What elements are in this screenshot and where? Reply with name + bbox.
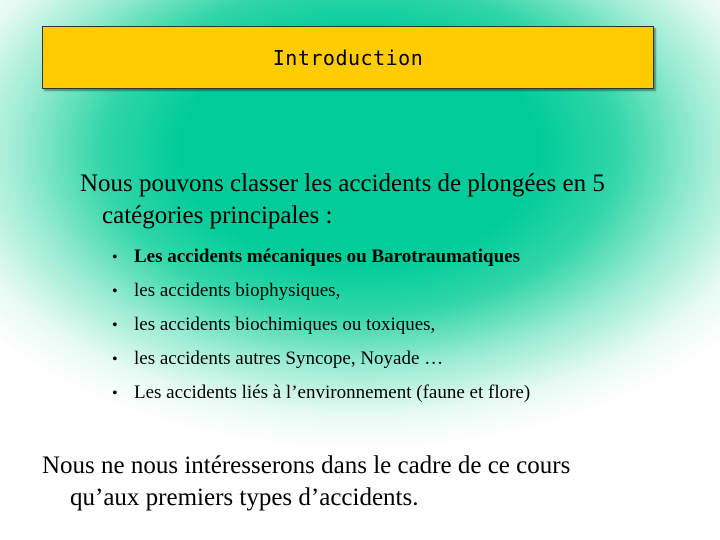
list-item — [112, 376, 530, 410]
list-item-text: les accidents autres Syncope, Noyade … — [134, 348, 444, 369]
category-list — [112, 240, 530, 410]
list-item — [112, 240, 530, 274]
bullet-icon: • — [112, 317, 118, 334]
list-item-text: les accidents biochimiques ou toxiques, — [134, 314, 436, 335]
bullet-icon: • — [112, 283, 118, 300]
list-item — [112, 308, 530, 342]
list-item-text: les accidents biophysiques, — [134, 280, 341, 301]
list-item-text: Les accidents mécaniques ou Barotraumatiques — [134, 246, 520, 267]
slide-title: Introduction — [272, 45, 424, 70]
list-item — [112, 342, 530, 376]
bullet-icon: • — [112, 249, 118, 266]
intro-paragraph — [80, 168, 680, 232]
title-box — [42, 26, 654, 89]
conclusion-line-1: Nous ne nous intéresserons dans le cadre de ce cours — [42, 452, 571, 479]
intro-line-2: catégories principales : — [102, 202, 333, 229]
list-item — [112, 274, 530, 308]
bullet-icon: • — [112, 351, 118, 368]
conclusion-line-2: qu’aux premiers types d’accidents. — [70, 484, 419, 511]
list-item-text: Les accidents liés à l’environnement (faune et flore) — [134, 382, 531, 403]
conclusion-paragraph — [42, 450, 702, 514]
intro-line-1: Nous pouvons classer les accidents de plongées en 5 — [80, 170, 605, 197]
bullet-icon: • — [112, 385, 118, 402]
